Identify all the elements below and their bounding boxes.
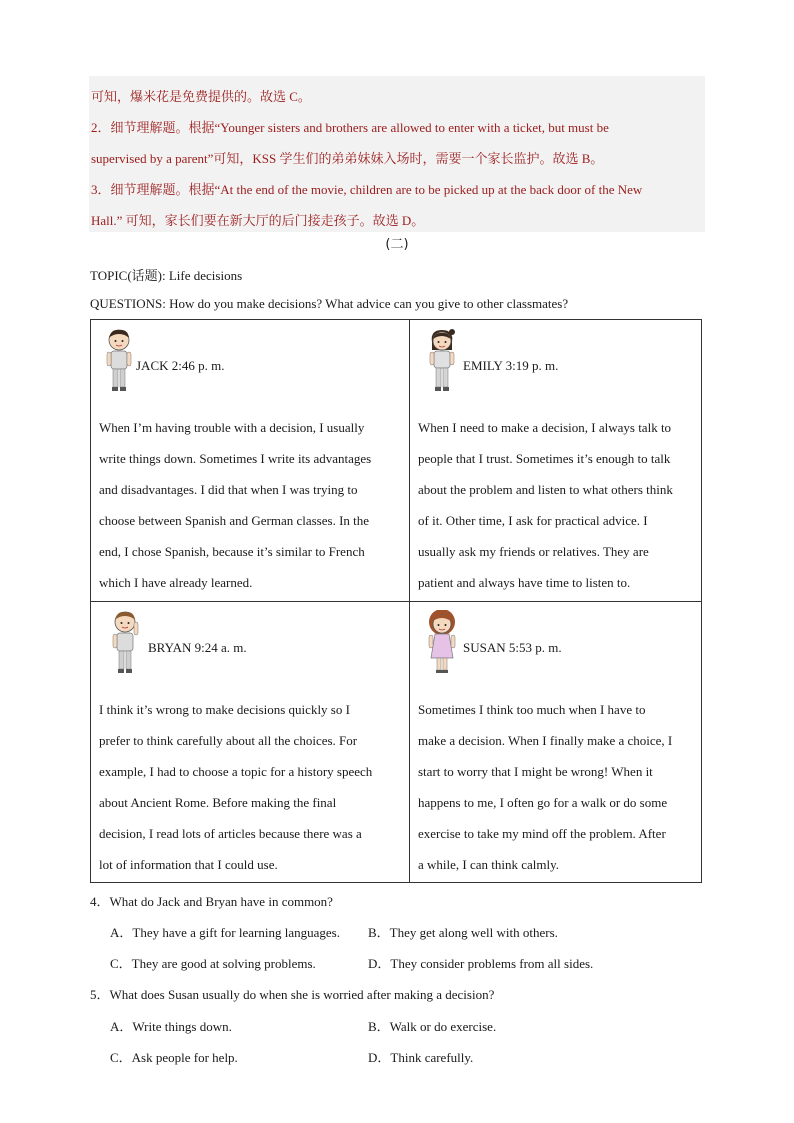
post-body: [99, 694, 399, 880]
post-body: [418, 694, 718, 880]
section-number: (二): [385, 237, 409, 252]
post-author-time: JACK 2:46 p. m.: [136, 358, 225, 373]
post-emily: [410, 320, 702, 601]
post-line: which I have already learned.: [99, 575, 253, 590]
option-b[interactable]: B．Walk or do exercise.: [368, 1019, 497, 1034]
waving-boy-avatar-icon: [109, 610, 141, 676]
post-line: When I need to make a decision, I always talk to: [418, 420, 672, 435]
option-a[interactable]: A．They have a gift for learning languages.: [110, 925, 340, 940]
option-d[interactable]: D．They consider problems from all sides.: [368, 956, 594, 971]
answer-line: Hall.” 可知，家长们要在新大厅的后门接走孩子。故选 D。: [91, 213, 425, 228]
post-line: a while, I can think calmly.: [418, 857, 560, 872]
post-line: choose between Spanish and German classes. In the: [99, 513, 370, 528]
post-line: about the problem and listen to what others think: [418, 482, 673, 497]
post-line: usually ask my friends or relatives. They are: [418, 544, 649, 559]
post-line: patient and always have time to listen to.: [418, 575, 631, 590]
post-line: Sometimes I think too much when I have to: [418, 702, 646, 717]
post-line: of it. Other time, I ask for practical advice. I: [418, 513, 648, 528]
post-line: end, I chose Spanish, because it’s similar to French: [99, 544, 365, 559]
post-line: prefer to think carefully about all the choices. For: [99, 733, 358, 748]
post-line: happens to me, I often go for a walk or do some: [418, 795, 668, 810]
posts-table: [90, 319, 702, 883]
post-author-time: SUSAN 5:53 p. m.: [463, 640, 562, 655]
post-author-time: BRYAN 9:24 a. m.: [148, 640, 247, 655]
post-jack: [91, 320, 409, 601]
post-line: make a decision. When I finally make a choice, I: [418, 733, 673, 748]
topic-line: TOPIC(话题): Life decisions: [90, 268, 243, 283]
answer-explanation-box: [89, 76, 705, 232]
questions-header: QUESTIONS: How do you make decisions? What advice can you give to other classmates?: [90, 296, 569, 311]
boy-avatar-icon: [103, 328, 135, 394]
post-line: people that I trust. Sometimes it’s enough to talk: [418, 451, 671, 466]
post-line: When I’m having trouble with a decision, I usually: [99, 420, 365, 435]
girl-avatar-icon: [426, 328, 458, 394]
option-c[interactable]: C．Ask people for help.: [110, 1050, 238, 1065]
post-body: [418, 412, 718, 598]
question-stem: 4．What do Jack and Bryan have in common?: [90, 894, 333, 909]
answer-line: supervised by a parent”可知，KSS 学生们的弟弟妹妹入场时，需要一个家长监护。故选 B。: [91, 151, 604, 166]
post-susan: [410, 602, 702, 883]
option-d[interactable]: D．Think carefully.: [368, 1050, 474, 1065]
post-bryan: [91, 602, 409, 883]
option-b[interactable]: B．They get along well with others.: [368, 925, 558, 940]
post-line: and disadvantages. I did that when I was trying to: [99, 482, 358, 497]
post-body: [99, 412, 399, 598]
option-a[interactable]: A．Write things down.: [110, 1019, 232, 1034]
post-line: decision, I read lots of articles because there was a: [99, 826, 362, 841]
post-line: example, I had to choose a topic for a history speech: [99, 764, 373, 779]
answer-line: 2．细节理解题。根据“Younger sisters and brothers are allowed to enter with a ticket, but must be: [91, 120, 609, 135]
post-line: about Ancient Rome. Before making the final: [99, 795, 337, 810]
post-line: exercise to take my mind off the problem. After: [418, 826, 666, 841]
post-author-time: EMILY 3:19 p. m.: [463, 358, 559, 373]
answer-line: 3．细节理解题。根据“At the end of the movie, children are to be picked up at the back door of the New: [91, 182, 643, 197]
post-line: lot of information that I could use.: [99, 857, 278, 872]
option-c[interactable]: C．They are good at solving problems.: [110, 956, 316, 971]
question-stem: 5．What does Susan usually do when she is worried after making a decision?: [90, 987, 495, 1002]
post-line: start to worry that I might be wrong! When it: [418, 764, 653, 779]
answer-line: 可知，爆米花是免费提供的。故选 C。: [91, 89, 311, 104]
post-line: I think it’s wrong to make decisions quickly so I: [99, 702, 350, 717]
curly-girl-avatar-icon: [426, 610, 458, 676]
post-line: write things down. Sometimes I write its advantages: [99, 451, 372, 466]
